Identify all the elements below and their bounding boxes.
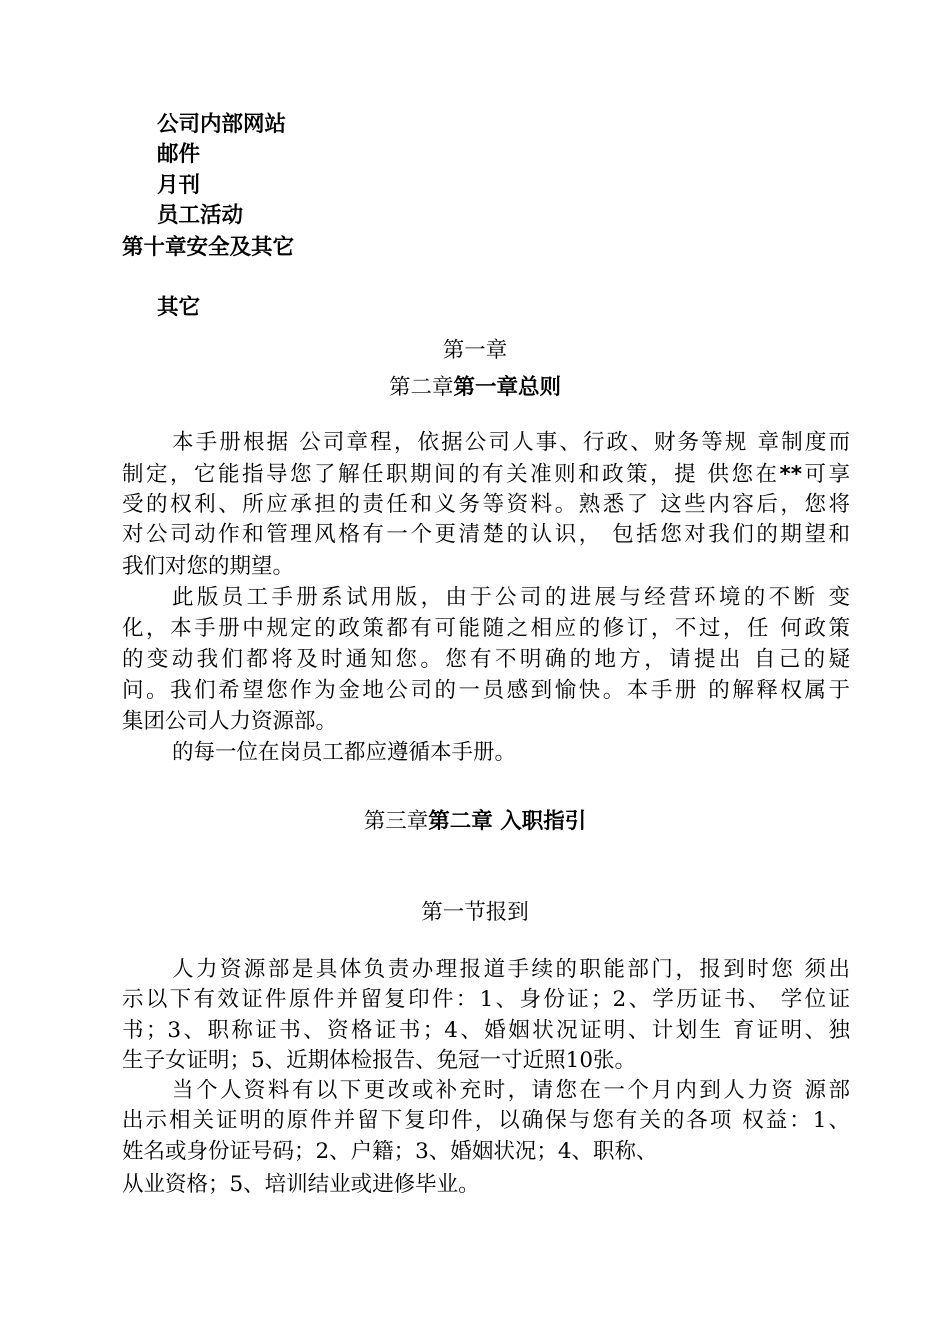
intro-p1-line-5: 我们对您的期望。 [122,554,295,579]
heading-section-1: 第一节报到 [421,900,529,925]
intro-p2-line-3: 的变动我们都将及时通知您。您有不明确的地方，请提出 自己的疑 [122,647,850,672]
report-p1-line-3: 书；3、职称证书、资格证书；4、婚姻状况证明、计划生 育证明、独 [122,1018,850,1043]
intro-p2-line-5: 集团公司人力资源部。 [122,709,338,734]
intro-p2-line-4: 问。我们希望您作为金地公司的一员感到愉快。本手册 的解释权属于 [122,678,850,703]
heading-chapter-1: 第一章 [442,338,508,363]
report-p2-line-4: 从业资格；5、培训结业或进修毕业。 [122,1172,480,1197]
report-p1-line-1: 人力资源部是具体负责办理报道手续的职能部门，报到时您 须出 [172,957,850,982]
report-p2-line-3: 姓名或身份证号码；2、户籍；3、婚姻状况；4、职称、 [122,1139,658,1164]
intro-p1-line-1: 本手册根据 公司章程，依据公司人事、行政、财务等规 章制度而 [172,430,850,455]
heading-chapter-3-prefix: 第三章 [363,809,429,834]
intro-p2-line-2: 化，本手册中规定的政策都有可能随之相应的修订，不过，任 何政策 [122,616,850,641]
intro-p1-line-2-tail: 可享 [801,462,850,487]
intro-p1-stars: ** [779,462,802,487]
heading-chapter-3-title: 第二章 入职指引 [428,809,587,834]
report-p2-line-1: 当个人资料有以下更改或补充时，请您在一个月内到人力资 源部 [172,1078,850,1103]
report-p1-line-4: 生子女证明；5、近期体检报告、免冠一寸近照10张。 [122,1048,637,1073]
intro-p1-line-2-text: 制定，它能指导您了解任职期间的有关准则和政策，提 供您在 [122,462,780,487]
intro-p1-line-3: 受的权利、所应承担的责任和义务等资料。熟悉了 这些内容后，您将 [122,492,850,517]
toc-item-mail: 邮件 [157,142,201,167]
toc-item-other: 其它 [157,295,201,320]
heading-chapter-3 [0,806,950,836]
heading-chapter-2 [0,372,950,402]
intro-p2-line-1: 此版员工手册系试用版，由于公司的进展与经营环境的不断 变 [172,585,850,610]
heading-chapter-2-title: 第一章总则 [453,375,562,400]
intro-p1-line-4: 对公司动作和管理风格有一个更清楚的认识， 包括您对我们的期望和 [122,522,850,547]
toc-chapter-10: 第十章安全及其它 [122,235,295,260]
report-p1-line-2: 示以下有效证件原件并留复印件：1、身份证；2、学历证书、 学位证 [122,987,850,1012]
intro-p3: 的每一位在岗员工都应遵循本手册。 [172,740,517,765]
toc-item-website: 公司内部网站 [157,112,287,137]
toc-item-monthly: 月刊 [157,173,201,198]
toc-item-activities: 员工活动 [157,203,244,228]
heading-chapter-2-prefix: 第二章 [388,375,454,400]
report-p2-line-2: 出示相关证明的原件并留下复印件，以确保与您有关的各项 权益：1、 [122,1108,850,1133]
intro-p1-line-2 [122,460,850,490]
